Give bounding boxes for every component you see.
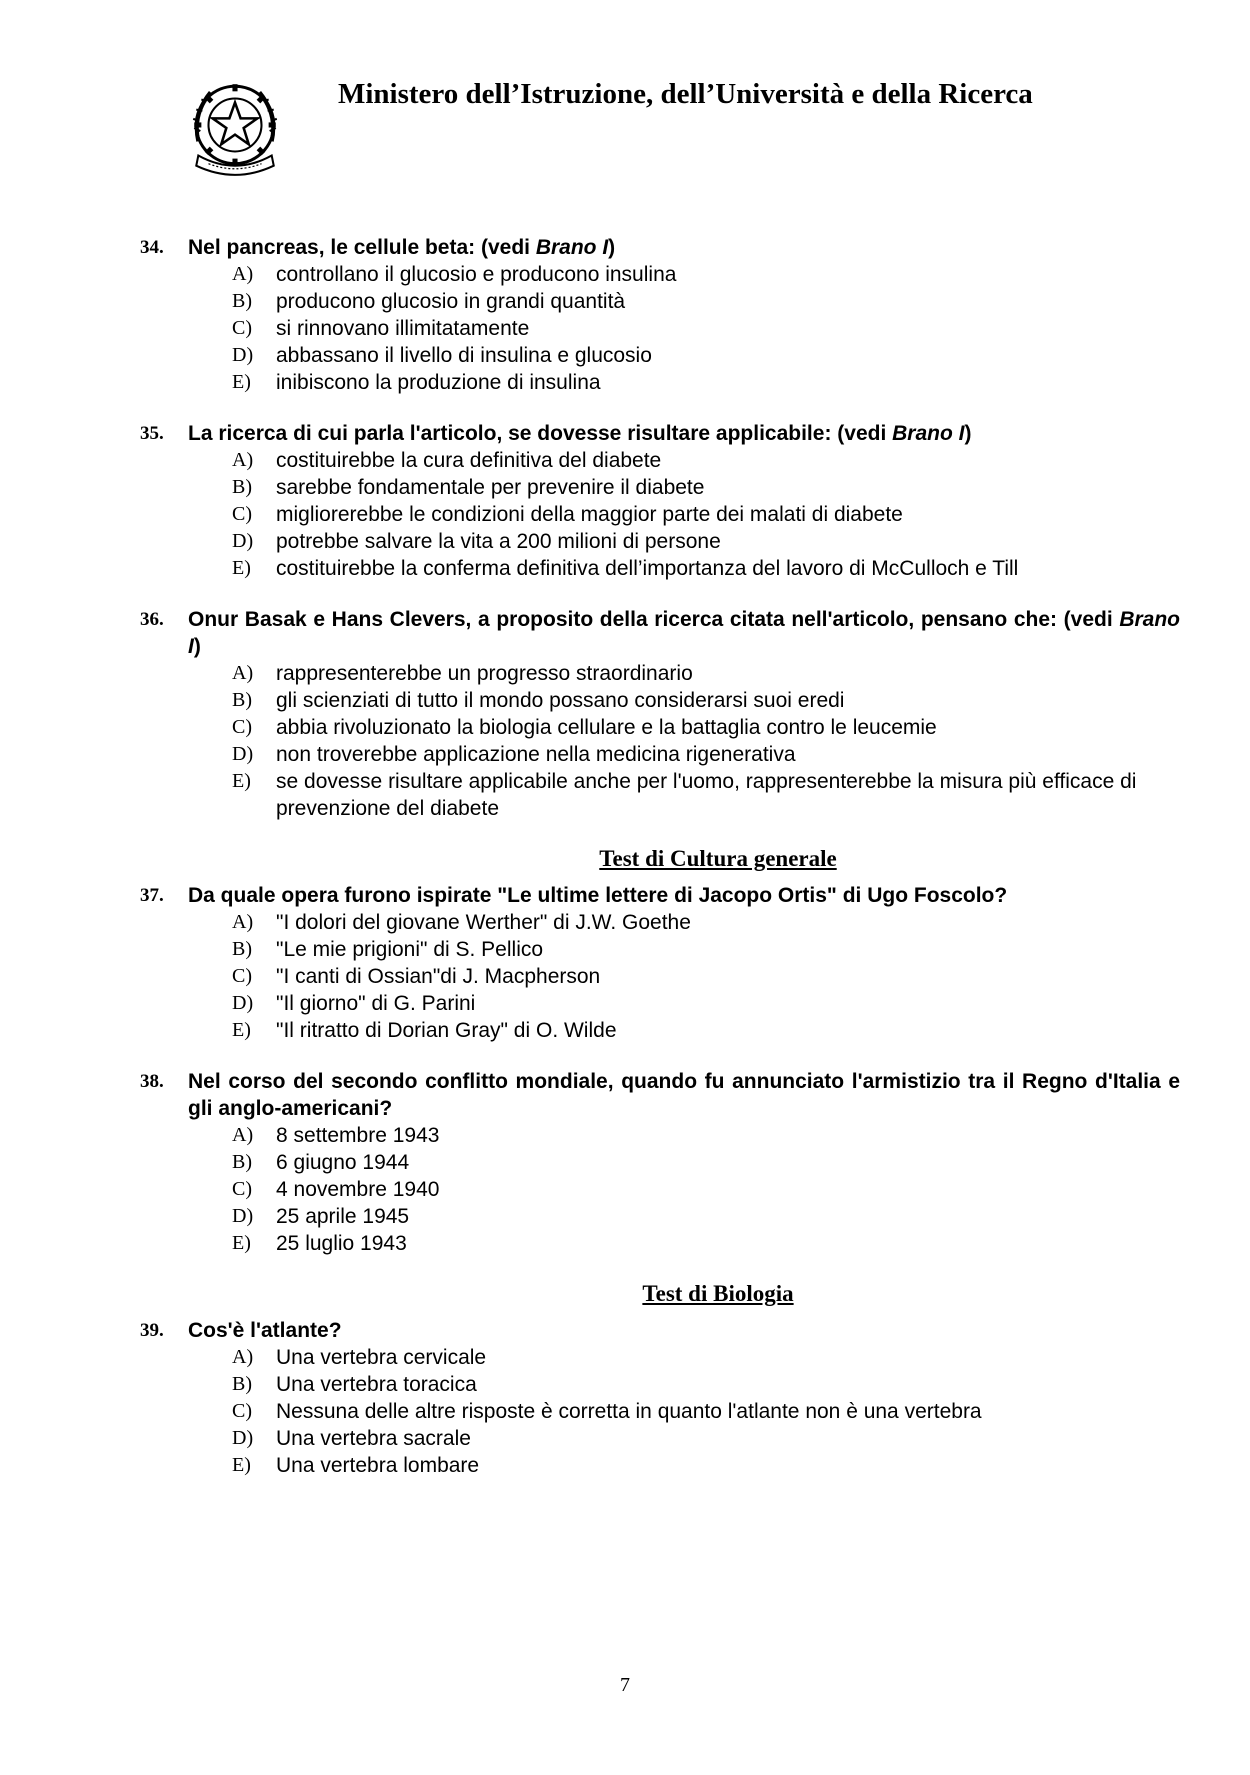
question-block xyxy=(140,606,1180,822)
answer-options xyxy=(232,447,1180,582)
answer-option: A) costituirebbe la cura definitiva del diabete xyxy=(232,449,662,472)
question-text: Onur Basak e Hans Clevers, a proposito della ricerca citata nell'articolo, pensano che: (vedi Brano I) xyxy=(188,608,1180,658)
answer-option: E) Una vertebra lombare xyxy=(232,1454,480,1477)
answer-option: D) "Il giorno" di G. Parini xyxy=(232,992,476,1015)
answer-options xyxy=(232,1344,1180,1479)
question-text: Da quale opera furono ispirate "Le ultime lettere di Jacopo Ortis" di Ugo Foscolo? xyxy=(188,884,1008,907)
answer-option: C) si rinnovano illimitatamente xyxy=(232,317,530,340)
answer-option: C) "I canti di Ossian"di J. Macpherson xyxy=(232,965,601,988)
answer-option: D) Una vertebra sacrale xyxy=(232,1427,471,1450)
answer-options xyxy=(232,1122,1180,1257)
passage-reference: Brano I xyxy=(188,608,1180,658)
answer-option: B) "Le mie prigioni" di S. Pellico xyxy=(232,938,544,961)
answer-option: D) potrebbe salvare la vita a 200 milioni di persone xyxy=(232,530,721,553)
answer-option: C) 4 novembre 1940 xyxy=(232,1178,440,1201)
answer-options xyxy=(232,261,1180,396)
quiz-content xyxy=(140,234,1180,1503)
answer-option: B) gli scienziati di tutto il mondo possano considerarsi suoi eredi xyxy=(232,689,845,712)
answer-option: A) rappresenterebbe un progresso straordinario xyxy=(232,662,693,685)
answer-options xyxy=(232,660,1180,822)
answer-option: E) "Il ritratto di Dorian Gray" di O. Wilde xyxy=(232,1019,617,1042)
question-text: La ricerca di cui parla l'articolo, se dovesse risultare applicabile: (vedi Brano I) xyxy=(188,422,972,445)
question-number: 36. xyxy=(140,609,164,630)
answer-option: B) producono glucosio in grandi quantità xyxy=(232,290,626,313)
ministry-title: Ministero dell’Istruzione, dell’Università e della Ricerca xyxy=(338,78,1033,110)
answer-option: B) Una vertebra toracica xyxy=(232,1373,477,1396)
question-number: 34. xyxy=(140,237,164,258)
answer-option: C) Nessuna delle altre risposte è corretta in quanto l'atlante non è una vertebra xyxy=(232,1400,982,1423)
page-number: 7 xyxy=(620,1674,630,1696)
answer-option: B) sarebbe fondamentale per prevenire il diabete xyxy=(232,476,705,499)
question-number: 38. xyxy=(140,1071,164,1092)
answer-option: E) inibiscono la produzione di insulina xyxy=(232,371,601,394)
question-text: Nel pancreas, le cellule beta: (vedi Brano I) xyxy=(188,236,616,259)
repubblica-italiana-emblem-icon xyxy=(184,74,286,180)
answer-option: B) 6 giugno 1944 xyxy=(232,1151,410,1174)
answer-option: C) migliorerebbe le condizioni della maggior parte dei malati di diabete xyxy=(232,503,903,526)
question-text: Nel corso del secondo conflitto mondiale, quando fu annunciato l'armistizio tra il Regno d'Italia e gli anglo-americani? xyxy=(188,1070,1180,1120)
question-number: 35. xyxy=(140,423,164,444)
answer-option: D) abbassano il livello di insulina e glucosio xyxy=(232,344,652,367)
answer-option: A) controllano il glucosio e producono insulina xyxy=(232,263,677,286)
answer-option: C) abbia rivoluzionato la biologia cellulare e la battaglia contro le leucemie xyxy=(232,716,937,739)
answer-option: E) 25 luglio 1943 xyxy=(232,1232,407,1255)
answer-option: D) 25 aprile 1945 xyxy=(232,1205,410,1228)
question-block xyxy=(140,1068,1180,1257)
answer-option: D) non troverebbe applicazione nella medicina rigenerativa xyxy=(232,743,796,766)
passage-reference: Brano I xyxy=(535,236,609,259)
question-text: Cos'è l'atlante? xyxy=(188,1319,342,1342)
question-block xyxy=(140,420,1180,582)
answer-option: E) se dovesse risultare applicabile anche per l'uomo, rappresenterebbe la misura più efficace di prevenzione del diabete xyxy=(232,770,1137,820)
question-number: 39. xyxy=(140,1320,164,1341)
passage-reference: Brano I xyxy=(892,422,965,445)
section-title-cultura-generale: Test di Cultura generale xyxy=(599,846,837,871)
question-block xyxy=(140,234,1180,396)
answer-option: A) 8 settembre 1943 xyxy=(232,1124,440,1147)
question-number: 37. xyxy=(140,885,164,906)
answer-options xyxy=(232,909,1180,1044)
answer-option: A) Una vertebra cervicale xyxy=(232,1346,487,1369)
section-title-biologia: Test di Biologia xyxy=(642,1281,794,1306)
answer-option: A) "I dolori del giovane Werther" di J.W. Goethe xyxy=(232,911,691,934)
question-block xyxy=(140,882,1180,1044)
question-block xyxy=(140,1317,1180,1479)
answer-option: E) costituirebbe la conferma definitiva dell’importanza del lavoro di McCulloch e Till xyxy=(232,557,1019,580)
page-header xyxy=(0,0,1250,200)
